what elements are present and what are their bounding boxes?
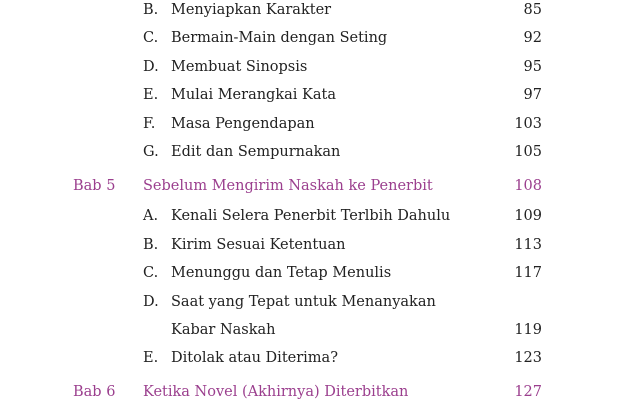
entry-letter: C. xyxy=(143,265,159,281)
entry-letter: D. xyxy=(143,59,159,75)
toc-entry xyxy=(0,84,638,106)
entry-page: 85 xyxy=(523,2,542,18)
toc-entry-continuation xyxy=(0,319,638,341)
entry-letter: A. xyxy=(143,208,159,224)
entry-title: Kirim Sesuai Ketentuan xyxy=(171,237,346,253)
chapter-label: Bab 5 xyxy=(73,178,116,194)
chapter-page: 108 xyxy=(514,178,542,194)
entry-title: Menyiapkan Karakter xyxy=(171,2,332,18)
toc-entry xyxy=(0,234,638,256)
toc-entry xyxy=(0,291,638,313)
entry-title: Edit dan Sempurnakan xyxy=(171,144,341,160)
entry-letter: F. xyxy=(143,116,156,132)
toc-entry xyxy=(0,0,638,21)
entry-letter: B. xyxy=(143,237,159,253)
entry-letter: D. xyxy=(143,294,159,310)
entry-letter: E. xyxy=(143,87,159,103)
entry-letter: E. xyxy=(143,350,159,366)
chapter-heading xyxy=(0,381,638,403)
entry-page: 113 xyxy=(514,237,542,253)
entry-page: 109 xyxy=(514,208,542,224)
entry-letter: C. xyxy=(143,30,159,46)
entry-page: 103 xyxy=(514,116,542,132)
chapter-heading xyxy=(0,175,638,197)
entry-letter: B. xyxy=(143,2,159,18)
toc-entry xyxy=(0,205,638,227)
toc-entry xyxy=(0,262,638,284)
entry-letter: G. xyxy=(143,144,159,160)
entry-page: 119 xyxy=(514,322,542,338)
entry-title: Ditolak atau Diterima? xyxy=(171,350,338,366)
entry-title: Membuat Sinopsis xyxy=(171,59,308,75)
entry-title: Menunggu dan Tetap Menulis xyxy=(171,265,392,281)
toc-entry xyxy=(0,113,638,135)
chapter-title: Ketika Novel (Akhirnya) Diterbitkan xyxy=(143,384,409,400)
toc-entry xyxy=(0,27,638,49)
toc-entry xyxy=(0,141,638,163)
toc-entry xyxy=(0,347,638,369)
entry-title: Saat yang Tepat untuk Menanyakan xyxy=(171,294,436,310)
entry-page: 97 xyxy=(523,87,542,103)
entry-page: 123 xyxy=(514,350,542,366)
toc-entry xyxy=(0,56,638,78)
entry-title: Bermain-Main dengan Seting xyxy=(171,30,388,46)
entry-title: Kenali Selera Penerbit Terlbih Dahulu xyxy=(171,208,451,224)
chapter-title: Sebelum Mengirim Naskah ke Penerbit xyxy=(143,178,433,194)
entry-page: 92 xyxy=(523,30,542,46)
entry-page: 117 xyxy=(514,265,542,281)
entry-page: 95 xyxy=(523,59,542,75)
entry-page: 105 xyxy=(514,144,542,160)
entry-title: Masa Pengendapan xyxy=(171,116,315,132)
entry-title: Kabar Naskah xyxy=(171,322,276,338)
chapter-label: Bab 6 xyxy=(73,384,116,400)
entry-title: Mulai Merangkai Kata xyxy=(171,87,336,103)
chapter-page: 127 xyxy=(514,384,542,400)
